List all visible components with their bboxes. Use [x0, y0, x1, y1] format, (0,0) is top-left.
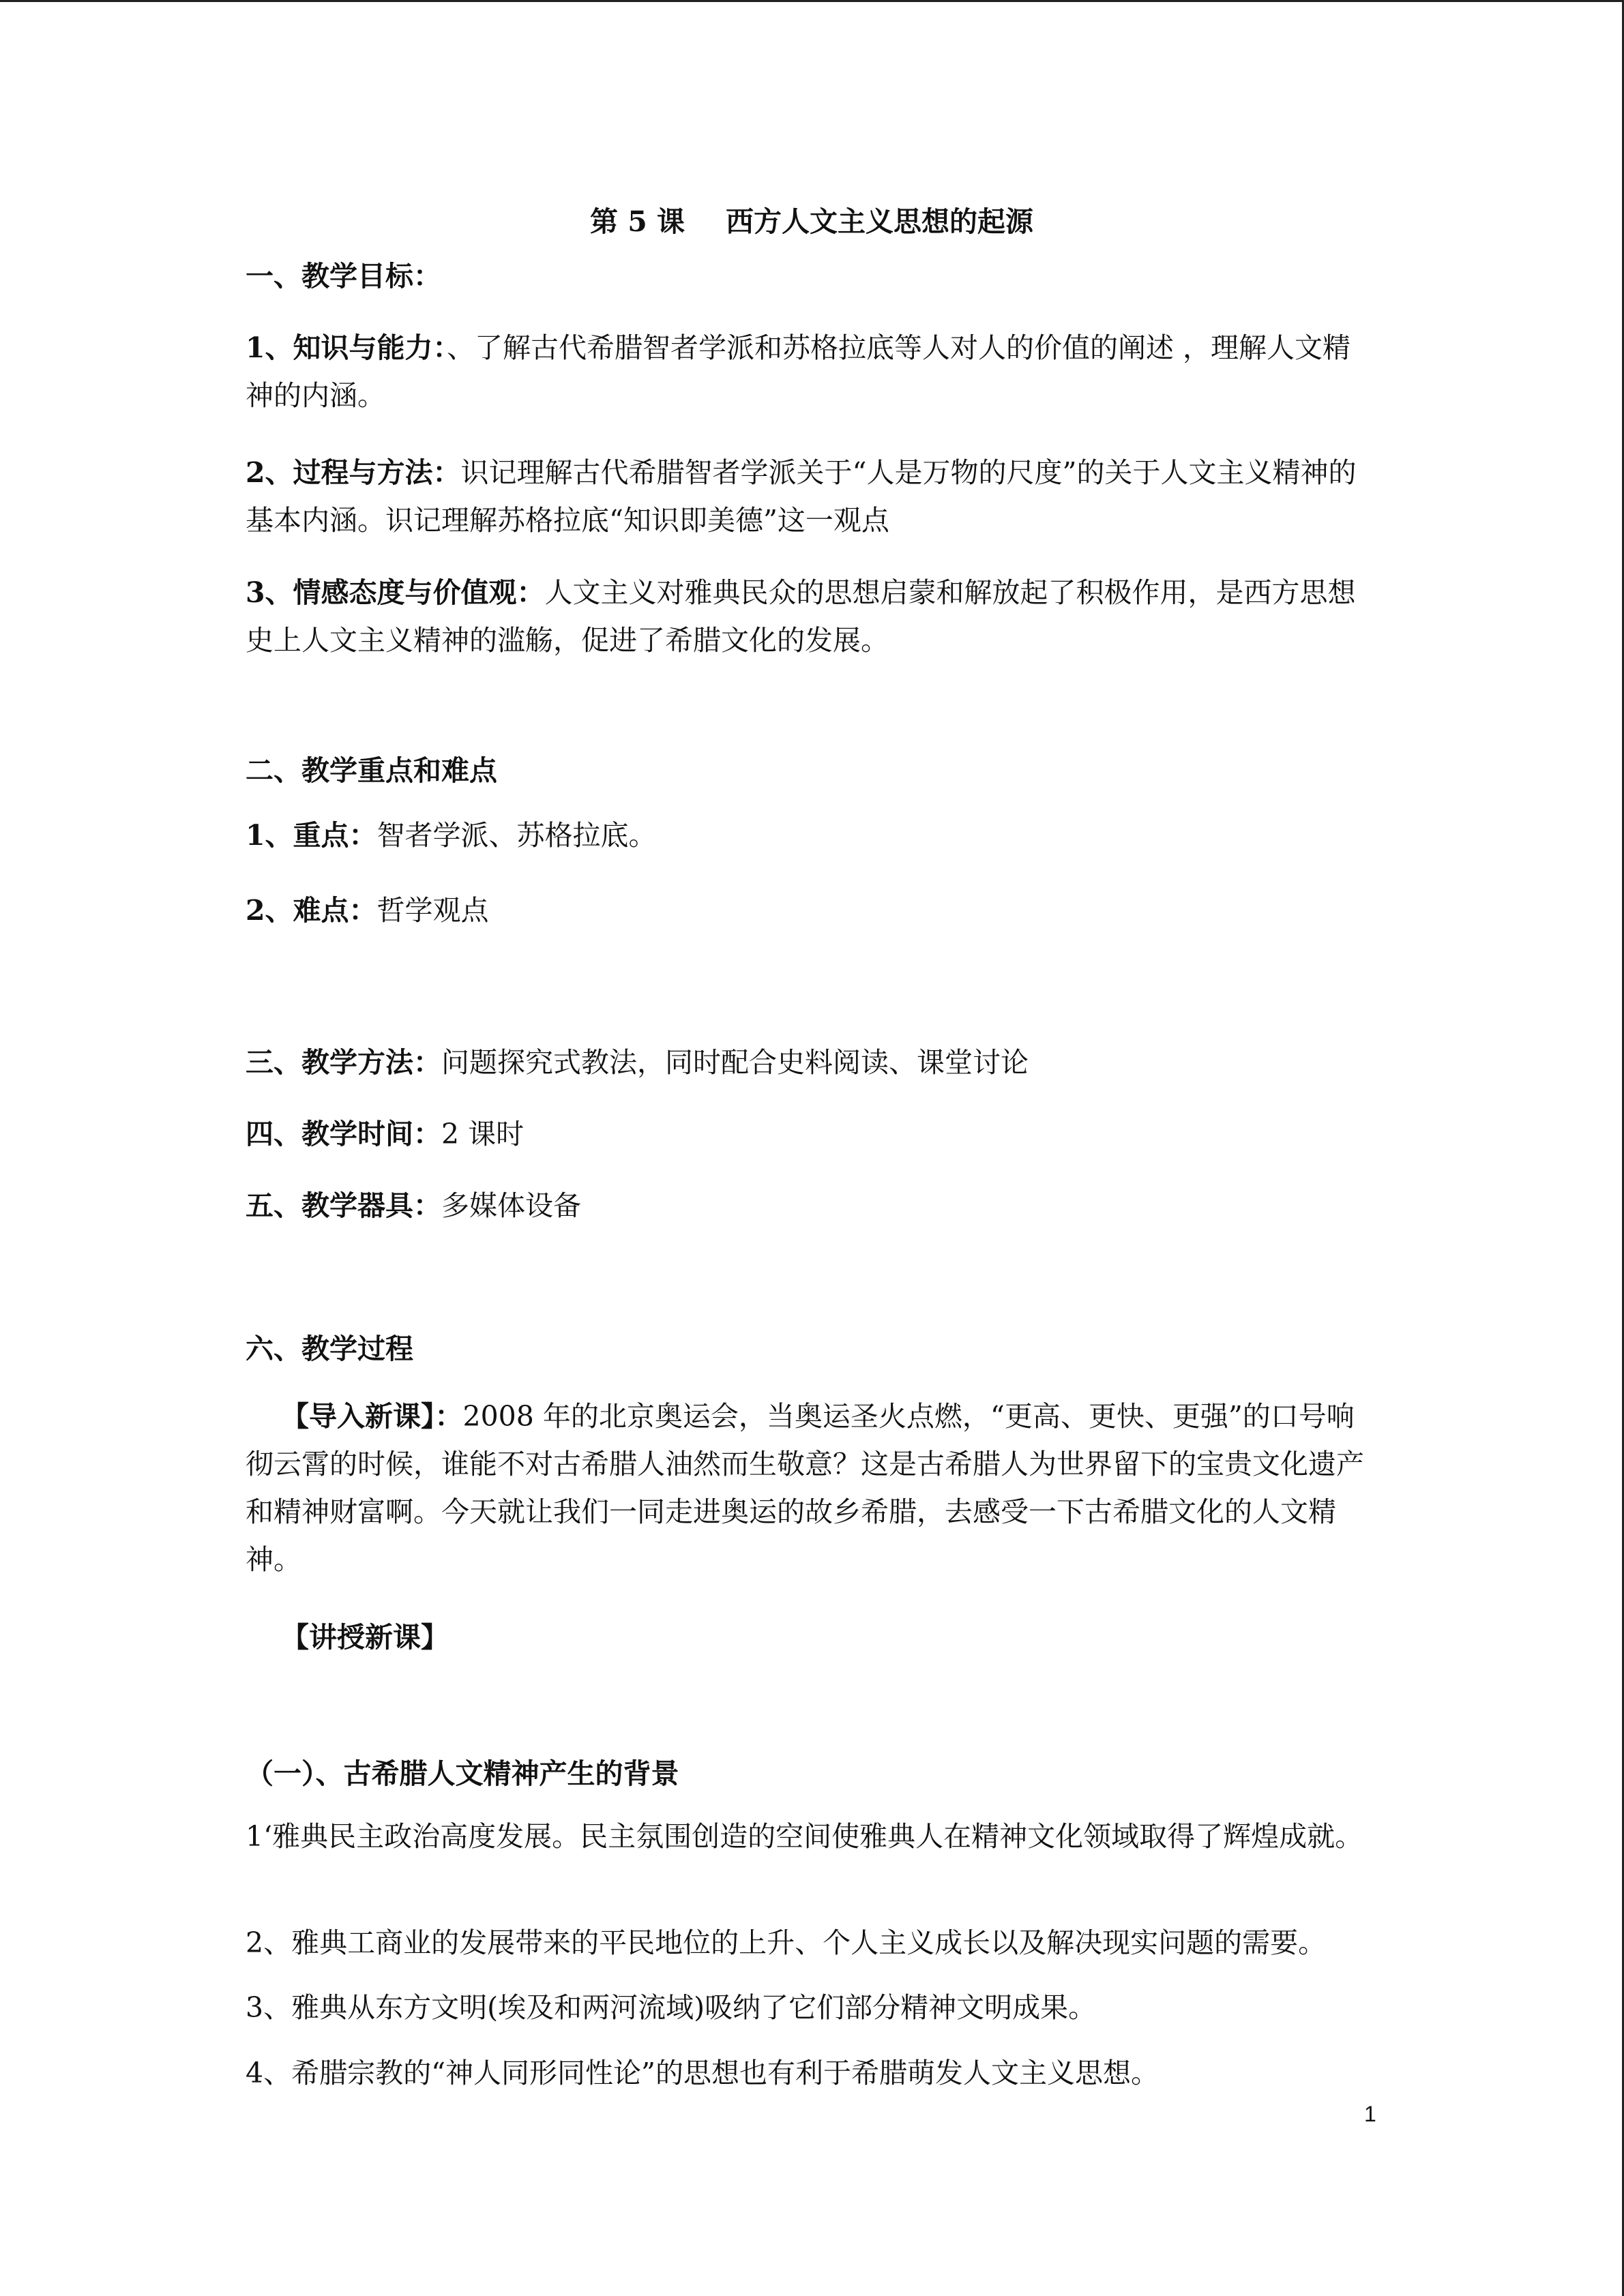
teaching-time-text: 2 课时 — [441, 1118, 525, 1150]
top-border — [0, 0, 1624, 2]
page-number: 1 — [1364, 2102, 1376, 2126]
section1-heading: 一、教学目标： — [246, 260, 441, 293]
background-heading: （一）、古希腊人文精神产生的背景 — [246, 1757, 679, 1790]
teaching-method-label: 三、教学方法： — [246, 1046, 441, 1079]
difficult-point-label: 2、难点： — [246, 894, 377, 927]
teaching-method — [246, 1039, 1378, 1086]
teaching-time — [246, 1110, 1378, 1158]
background-item-2: 2、雅典工商业的发展带来的平民地位的上升、个人主义成长以及解决现实问题的需要。 — [246, 1926, 1327, 1959]
teaching-equipment-label: 五、教学器具： — [246, 1189, 441, 1222]
objective-knowledge-text: 、了解古代希腊智者学派和苏格拉底等人对人的价值的阐述 ，理解人文精神的内涵。 — [246, 331, 1351, 412]
objective-values-label: 3、情感态度与价值观： — [246, 576, 545, 609]
section2-heading: 二、教学重点和难点 — [246, 754, 497, 787]
intro-label: 【导入新课】： — [281, 1400, 463, 1433]
teach-new-lesson-label: 【讲授新课】 — [281, 1621, 449, 1654]
objective-knowledge-label: 1、知识与能力： — [246, 331, 447, 364]
objective-knowledge — [246, 324, 1378, 419]
intro-paragraph — [246, 1392, 1378, 1583]
page-title — [246, 199, 1378, 239]
teach-new-lesson — [281, 1613, 1378, 1661]
section6-heading: 六、教学过程 — [246, 1332, 413, 1365]
objective-values — [246, 569, 1378, 664]
background-item-1: 1‘雅典民主政治高度发展。民主氛围创造的空间使雅典人在精神文化领域取得了辉煌成就。 — [246, 1820, 1363, 1853]
difficult-point-text: 哲学观点 — [377, 894, 489, 927]
teaching-time-label: 四、教学时间： — [246, 1118, 441, 1150]
teaching-equipment-text: 多媒体设备 — [441, 1189, 581, 1222]
difficult-point — [246, 886, 1378, 934]
title-lesson: 第 5 课 — [589, 205, 685, 238]
key-point-label: 1、重点： — [246, 819, 377, 852]
background-item-3: 3、雅典从东方文明(埃及和两河流域)吸纳了它们部分精神文明成果。 — [246, 1991, 1097, 2024]
teaching-method-text: 问题探究式教法，同时配合史料阅读、课堂讨论 — [441, 1046, 1029, 1079]
intro-text: 2008 年的北京奥运会，当奥运圣火点燃，“更高、更快、更强”的口号响彻云霄的时候，谁能不对古希腊人油然而生敬意？这是古希腊人为世界留下的宝贵文化遗产和精神财富啊。今天就让我们一同走进奥运的故乡希腊，去感受一下古希腊文化的人文精神。 — [246, 1400, 1364, 1576]
objective-process-label: 2、过程与方法： — [246, 456, 461, 489]
objective-values-text: 人文主义对雅典民众的思想启蒙和解放起了积极作用，是西方思想史上人文主义精神的滥觞，促进了希腊文化的发展。 — [246, 576, 1356, 657]
key-point-text: 智者学派、苏格拉底。 — [377, 819, 657, 852]
objective-process — [246, 449, 1378, 544]
background-item-4: 4、希腊宗教的“神人同形同性论”的思想也有利于希腊萌发人文主义思想。 — [246, 2057, 1160, 2089]
key-point — [246, 811, 1378, 859]
objective-process-text: 识记理解古代希腊智者学派关于“人是万物的尺度”的关于人文主义精神的基本内涵。识记理解苏格拉底“知识即美德”这一观点 — [246, 456, 1357, 537]
teaching-equipment — [246, 1182, 1378, 1229]
title-main: 西方人文主义思想的起源 — [726, 205, 1034, 238]
